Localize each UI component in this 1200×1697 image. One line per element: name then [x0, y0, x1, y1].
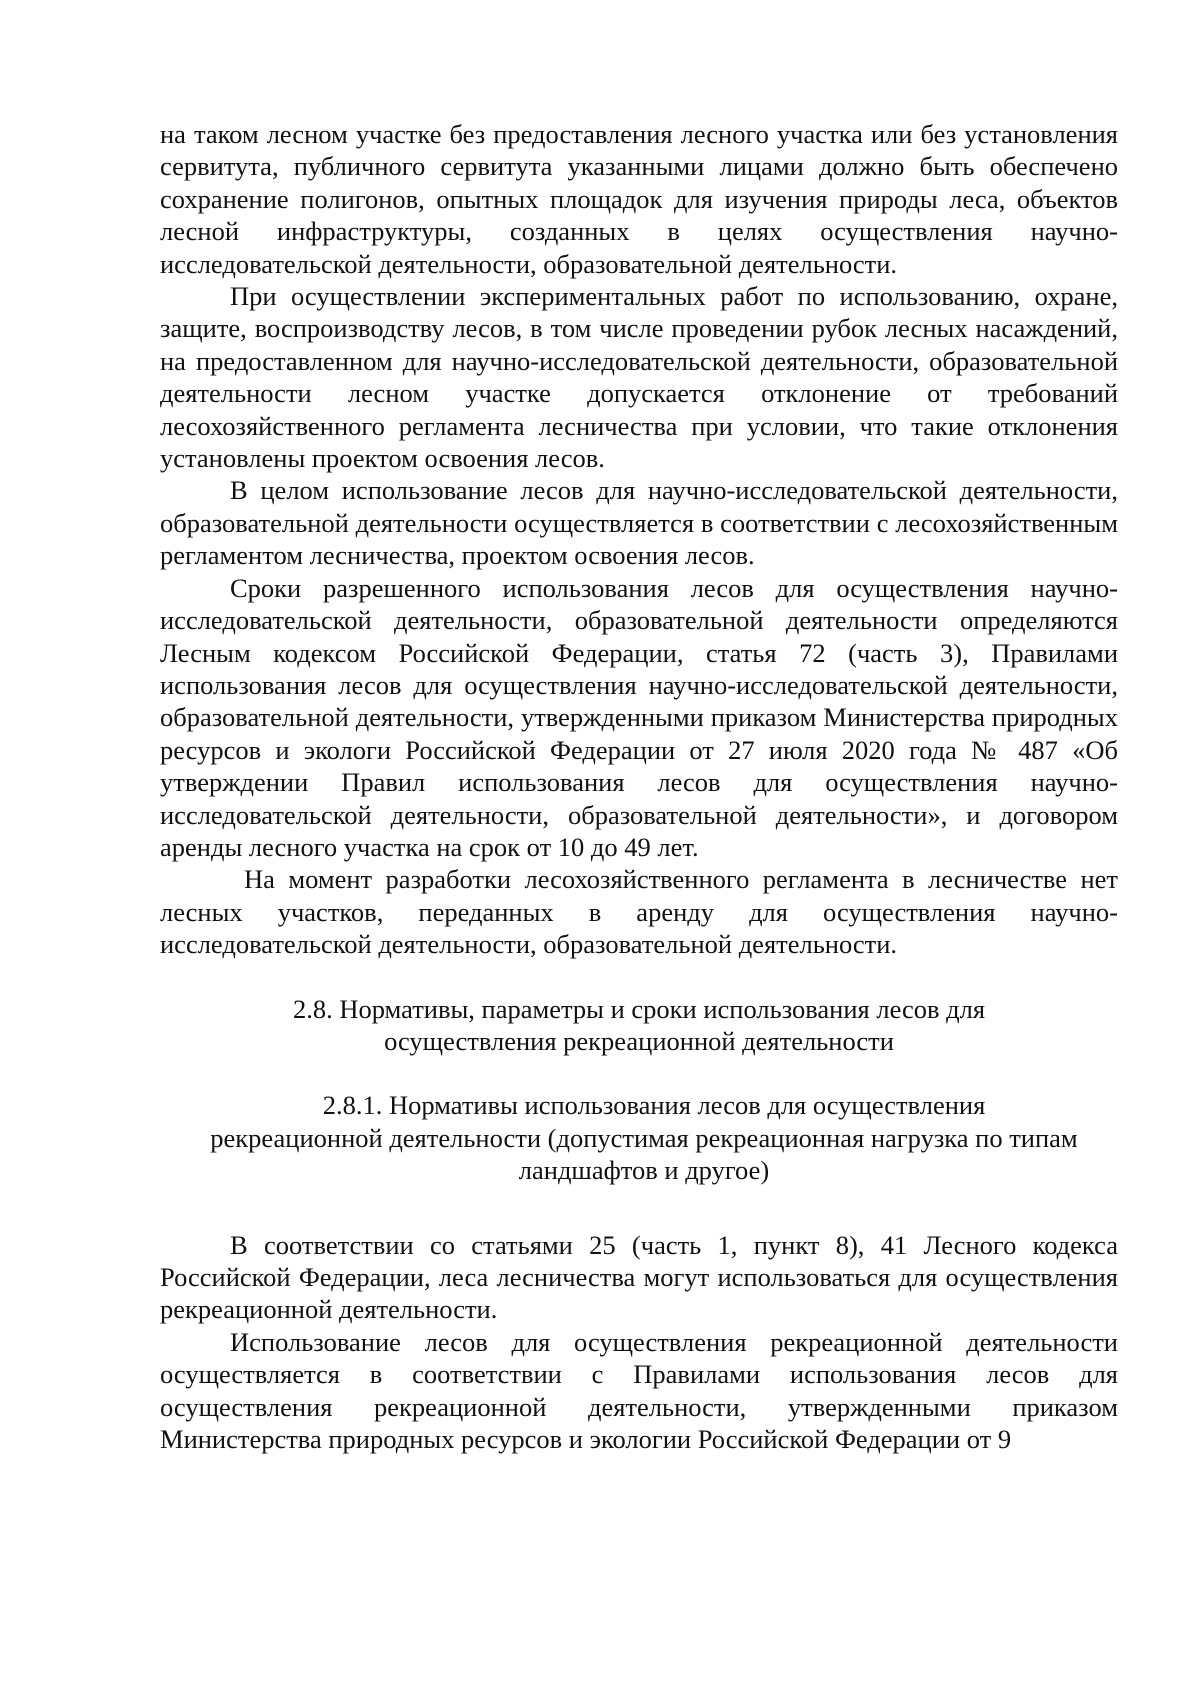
document-page — [160, 118, 1118, 1455]
paragraph-recreation-rules: Использование лесов для осуществления рекреационной деятельности осуществляется в соответствии с Правилами использования лесов для осуществления рекреационной деятельности, утвержденными приказом Министерства природных ресурсов и экологии Российской Федерации от 9 — [160, 1326, 1118, 1455]
paragraph-servitude: на таком лесном участке без предоставления лесного участка или без установления сервитута, публичного сервитута указанными лицами должно быть обеспечено сохранение полигонов, опытных площадок для изучения природы леса, объектов лесной инфраструктуры, созданных в целях осуществления научно-исследовательской деятельности, образовательной деятельности. — [160, 119, 1118, 279]
subsection-heading-2-8-1 — [160, 1089, 1118, 1186]
subsection-heading-line-1: 2.8.1. Нормативы использования лесов для осуществления — [322, 1090, 986, 1121]
section-heading-2-8: 2.8. Нормативы, параметры и сроки использования лесов для осуществления рекреационной деятельности — [292, 993, 986, 1056]
paragraph-general-use: В целом использование лесов для научно-исследовательской деятельности, образовательной деятельности осуществляется в соответствии с лесохозяйственным регламентом лесничества, проектом освоения лесов. — [160, 475, 1118, 571]
paragraph-forest-code-articles: В соответствии со статьями 25 (часть 1, пункт 8), 41 Лесного кодекса Российской Федерации, леса лесничества могут использоваться для осуществления рекреационной деятельности. — [160, 1229, 1118, 1325]
paragraph-experimental-works: При осуществлении экспериментальных работ по использованию, охране, защите, воспроизводству лесов, в том числе проведении рубок лесных насаждений, на предоставленном для научно-исследовательской деятельности, образовательной деятельности лесном участке допускается отклонение от требований лесохозяйственного регламента лесничества при условии, что такие отклонения установлены проектом освоения лесов. — [160, 281, 1118, 474]
subsection-heading-rest: рекреационной деятельности (допустимая рекреационная нагрузка по типам ландшафтов и другое) — [210, 1122, 1078, 1186]
paragraph-no-leased-plots: На момент разработки лесохозяйственного регламента в лесничестве нет лесных участков, переданных в аренду для осуществления научно-исследовательской деятельности, образовательной деятельности. — [160, 864, 1118, 960]
paragraph-terms-of-use: Сроки разрешенного использования лесов для осуществления научно-исследовательской деятельности, образовательной деятельности определяются Лесным кодексом Российской Федерации, статья 72 (часть 3), Правилами использования лесов для осуществления научно-исследовательской деятельности, образовательной деятельности, утвержденными приказом Министерства природных ресурсов и экологи Российской Федерации от 27 июля 2020 года № 487 «Об утверждении Правил использования лесов для осуществления научно-исследовательской деятельности, образовательной деятельности», и договором аренды лесного участка на срок от 10 до 49 лет. — [160, 572, 1118, 862]
